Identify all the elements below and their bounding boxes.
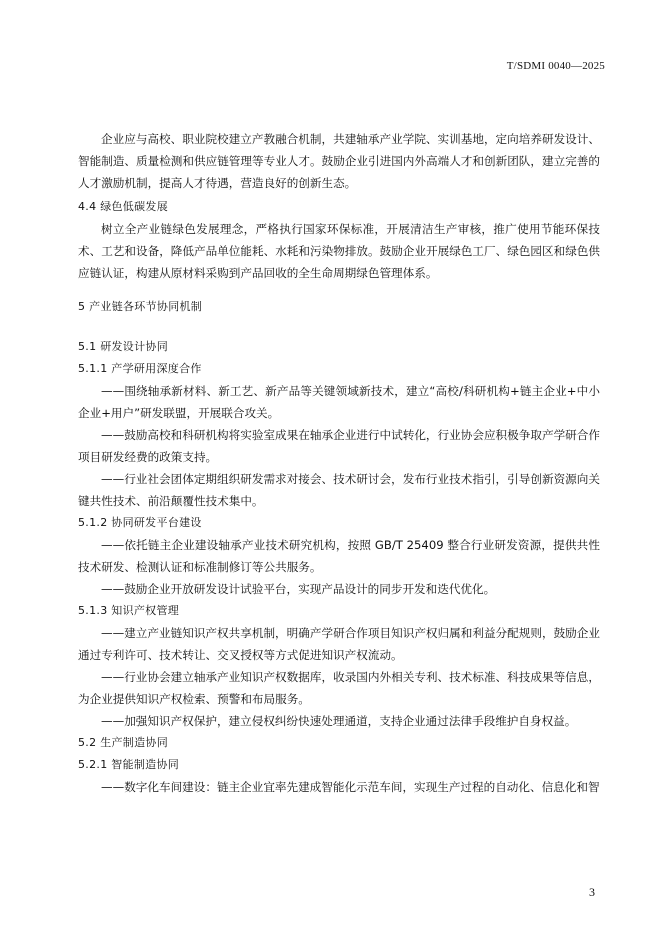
paragraph-5-2-1-a: ——数字化车间建设：链主企业宜率先建成智能化示范车间，实现生产过程的自动化、信息化和智: [101, 780, 600, 794]
heading-4-4: 4.4 绿色低碳发展: [78, 200, 168, 213]
heading-5-1-2: 5.1.2 协同研发平台建设: [78, 516, 202, 529]
paragraph-4-4: 树立全产业链绿色发展理念，严格执行国家环保标准，开展清洁生产审核，推广使用节能环保技术、工艺和设备，降低产品单位能耗、水耗和污染物排放。鼓励企业开展绿色工厂、绿色园区和绿色供应链认证，构建从原材料采购到产品回收的全生命周期绿色管理体系。: [78, 222, 600, 280]
paragraph-5-1-1-a: ——围绕轴承新材料、新工艺、新产品等关键领域新技术，建立“高校/科研机构+链主企业+中小企业+用户”研发联盟，开展联合攻关。: [78, 384, 600, 420]
paragraph-5-1-2-a: ——依托链主企业建设轴承产业技术研究机构，按照 GB/T 25409 整合行业研发资源，提供共性技术研发、检测认证和标准制修订等公共服务。: [78, 538, 600, 574]
heading-5-1-3: 5.1.3 知识产权管理: [78, 604, 180, 617]
page-number: 3: [589, 885, 595, 899]
heading-5-1-1: 5.1.1 产学研用深度合作: [78, 362, 202, 375]
paragraph-intro: 企业应与高校、职业院校建立产教融合机制，共建轴承产业学院、实训基地，定向培养研发设计、智能制造、质量检测和供应链管理等专业人才。鼓励企业引进国内外高端人才和创新团队，建立完善的人才激励机制，提高人才待遇，营造良好的创新生态。: [78, 132, 600, 190]
paragraph-5-1-1-b: ——鼓励高校和科研机构将实验室成果在轴承企业进行中试转化，行业协会应积极争取产学研合作项目研发经费的政策支持。: [78, 428, 600, 464]
paragraph-5-1-1-c: ——行业社会团体定期组织研发需求对接会、技术研讨会，发布行业技术指引，引导创新资源向关键共性技术、前沿颠覆性技术集中。: [78, 472, 600, 508]
paragraph-5-1-3-a: ——建立产业链知识产权共享机制，明确产学研合作项目知识产权归属和利益分配规则，鼓励企业通过专利许可、技术转让、交叉授权等方式促进知识产权流动。: [78, 626, 600, 662]
heading-5: 5 产业链各环节协同机制: [78, 300, 203, 313]
heading-5-1: 5.1 研发设计协同: [78, 340, 168, 353]
heading-5-2-1: 5.2.1 智能制造协同: [78, 758, 180, 771]
paragraph-5-1-3-c: ——加强知识产权保护，建立侵权纠纷快速处理通道，支持企业通过法律手段维护自身权益。: [101, 714, 577, 728]
heading-5-2: 5.2 生产制造协同: [78, 736, 168, 749]
paragraph-5-1-3-b: ——行业协会建立轴承产业知识产权数据库，收录国内外相关专利、技术标准、科技成果等信息，为企业提供知识产权检索、预警和布局服务。: [78, 670, 600, 706]
paragraph-5-1-2-b: ——鼓励企业开放研发设计试验平台，实现产品设计的同步开发和迭代优化。: [101, 582, 496, 596]
document-id: T/SDMI 0040—2025: [506, 60, 605, 72]
document-body: [78, 128, 600, 798]
